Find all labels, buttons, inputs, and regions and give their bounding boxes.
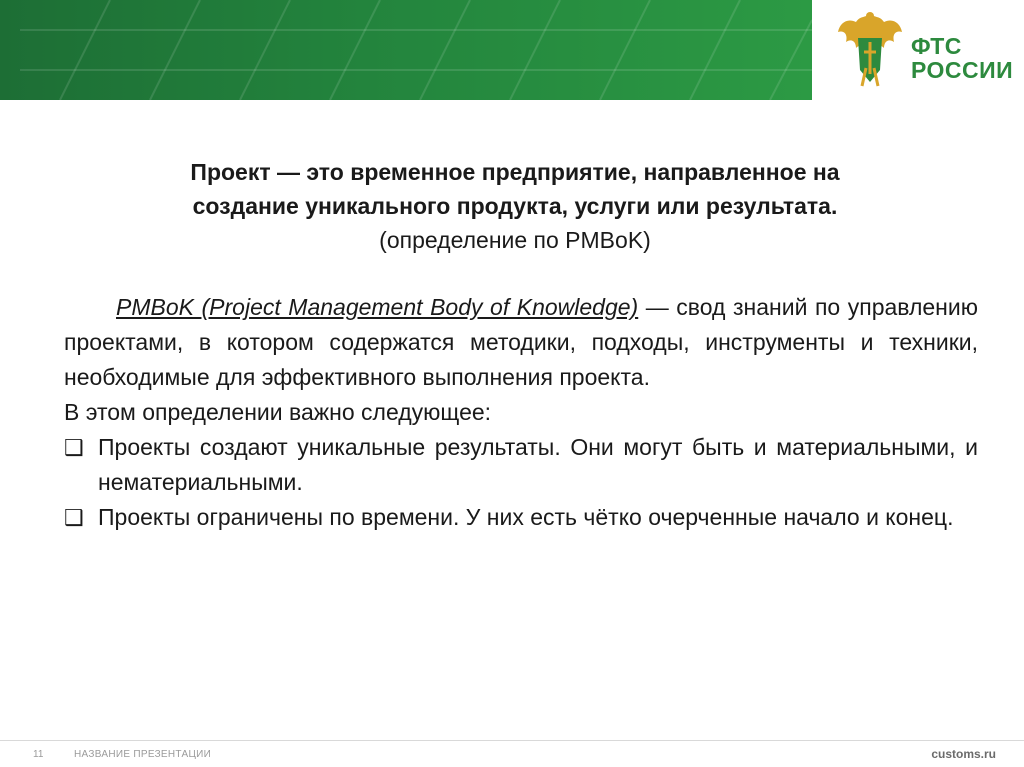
bullet-item: [64, 500, 978, 535]
bullet-item: [64, 430, 978, 500]
pmbok-description: — свод знаний по управлению проектами, в котором содержатся методики, подходы, инструменты и техники, необходимые для эффективного выполнения проекта.: [64, 294, 978, 390]
logo-text: [911, 34, 1013, 82]
footer: [0, 741, 1024, 767]
page-number: 11: [33, 749, 44, 760]
intro-text: В этом определении важно следующее:: [64, 399, 492, 425]
site-link[interactable]: customs.ru: [931, 747, 996, 761]
double-headed-eagle-emblem: [834, 8, 906, 92]
logo-line-russia: РОССИИ: [911, 57, 1014, 83]
header-banner: [0, 0, 812, 100]
bullet-text: Проекты ограничены по времени. У них есть чётко очерченные начало и конец.: [98, 504, 954, 530]
definition-source: (определение по PMBoK): [379, 227, 651, 253]
definition-line-2: создание уникального продукта, услуги или результата.: [192, 193, 838, 219]
project-definition: [100, 155, 930, 257]
logo-line-fts: ФТС: [911, 33, 962, 59]
pmbok-section: [64, 290, 978, 535]
banner-decoration: [0, 0, 812, 100]
presentation-name: НАЗВАНИЕ ПРЕЗЕНТАЦИИ: [74, 749, 212, 760]
logo-area: [812, 0, 1024, 100]
definition-line-1: Проект — это временное предприятие, направленное на: [190, 159, 840, 185]
pmbok-term: PMBoK (Project Management Body of Knowledge): [116, 294, 639, 320]
pmbok-paragraph: [64, 290, 978, 395]
checkbox-bullet-icon: ❑: [64, 435, 84, 460]
checkbox-bullet-icon: ❑: [64, 505, 84, 530]
slide-content: [0, 100, 1024, 740]
bullet-text: Проекты создают уникальные результаты. Они могут быть и материальными, и нематериальными.: [98, 434, 978, 495]
